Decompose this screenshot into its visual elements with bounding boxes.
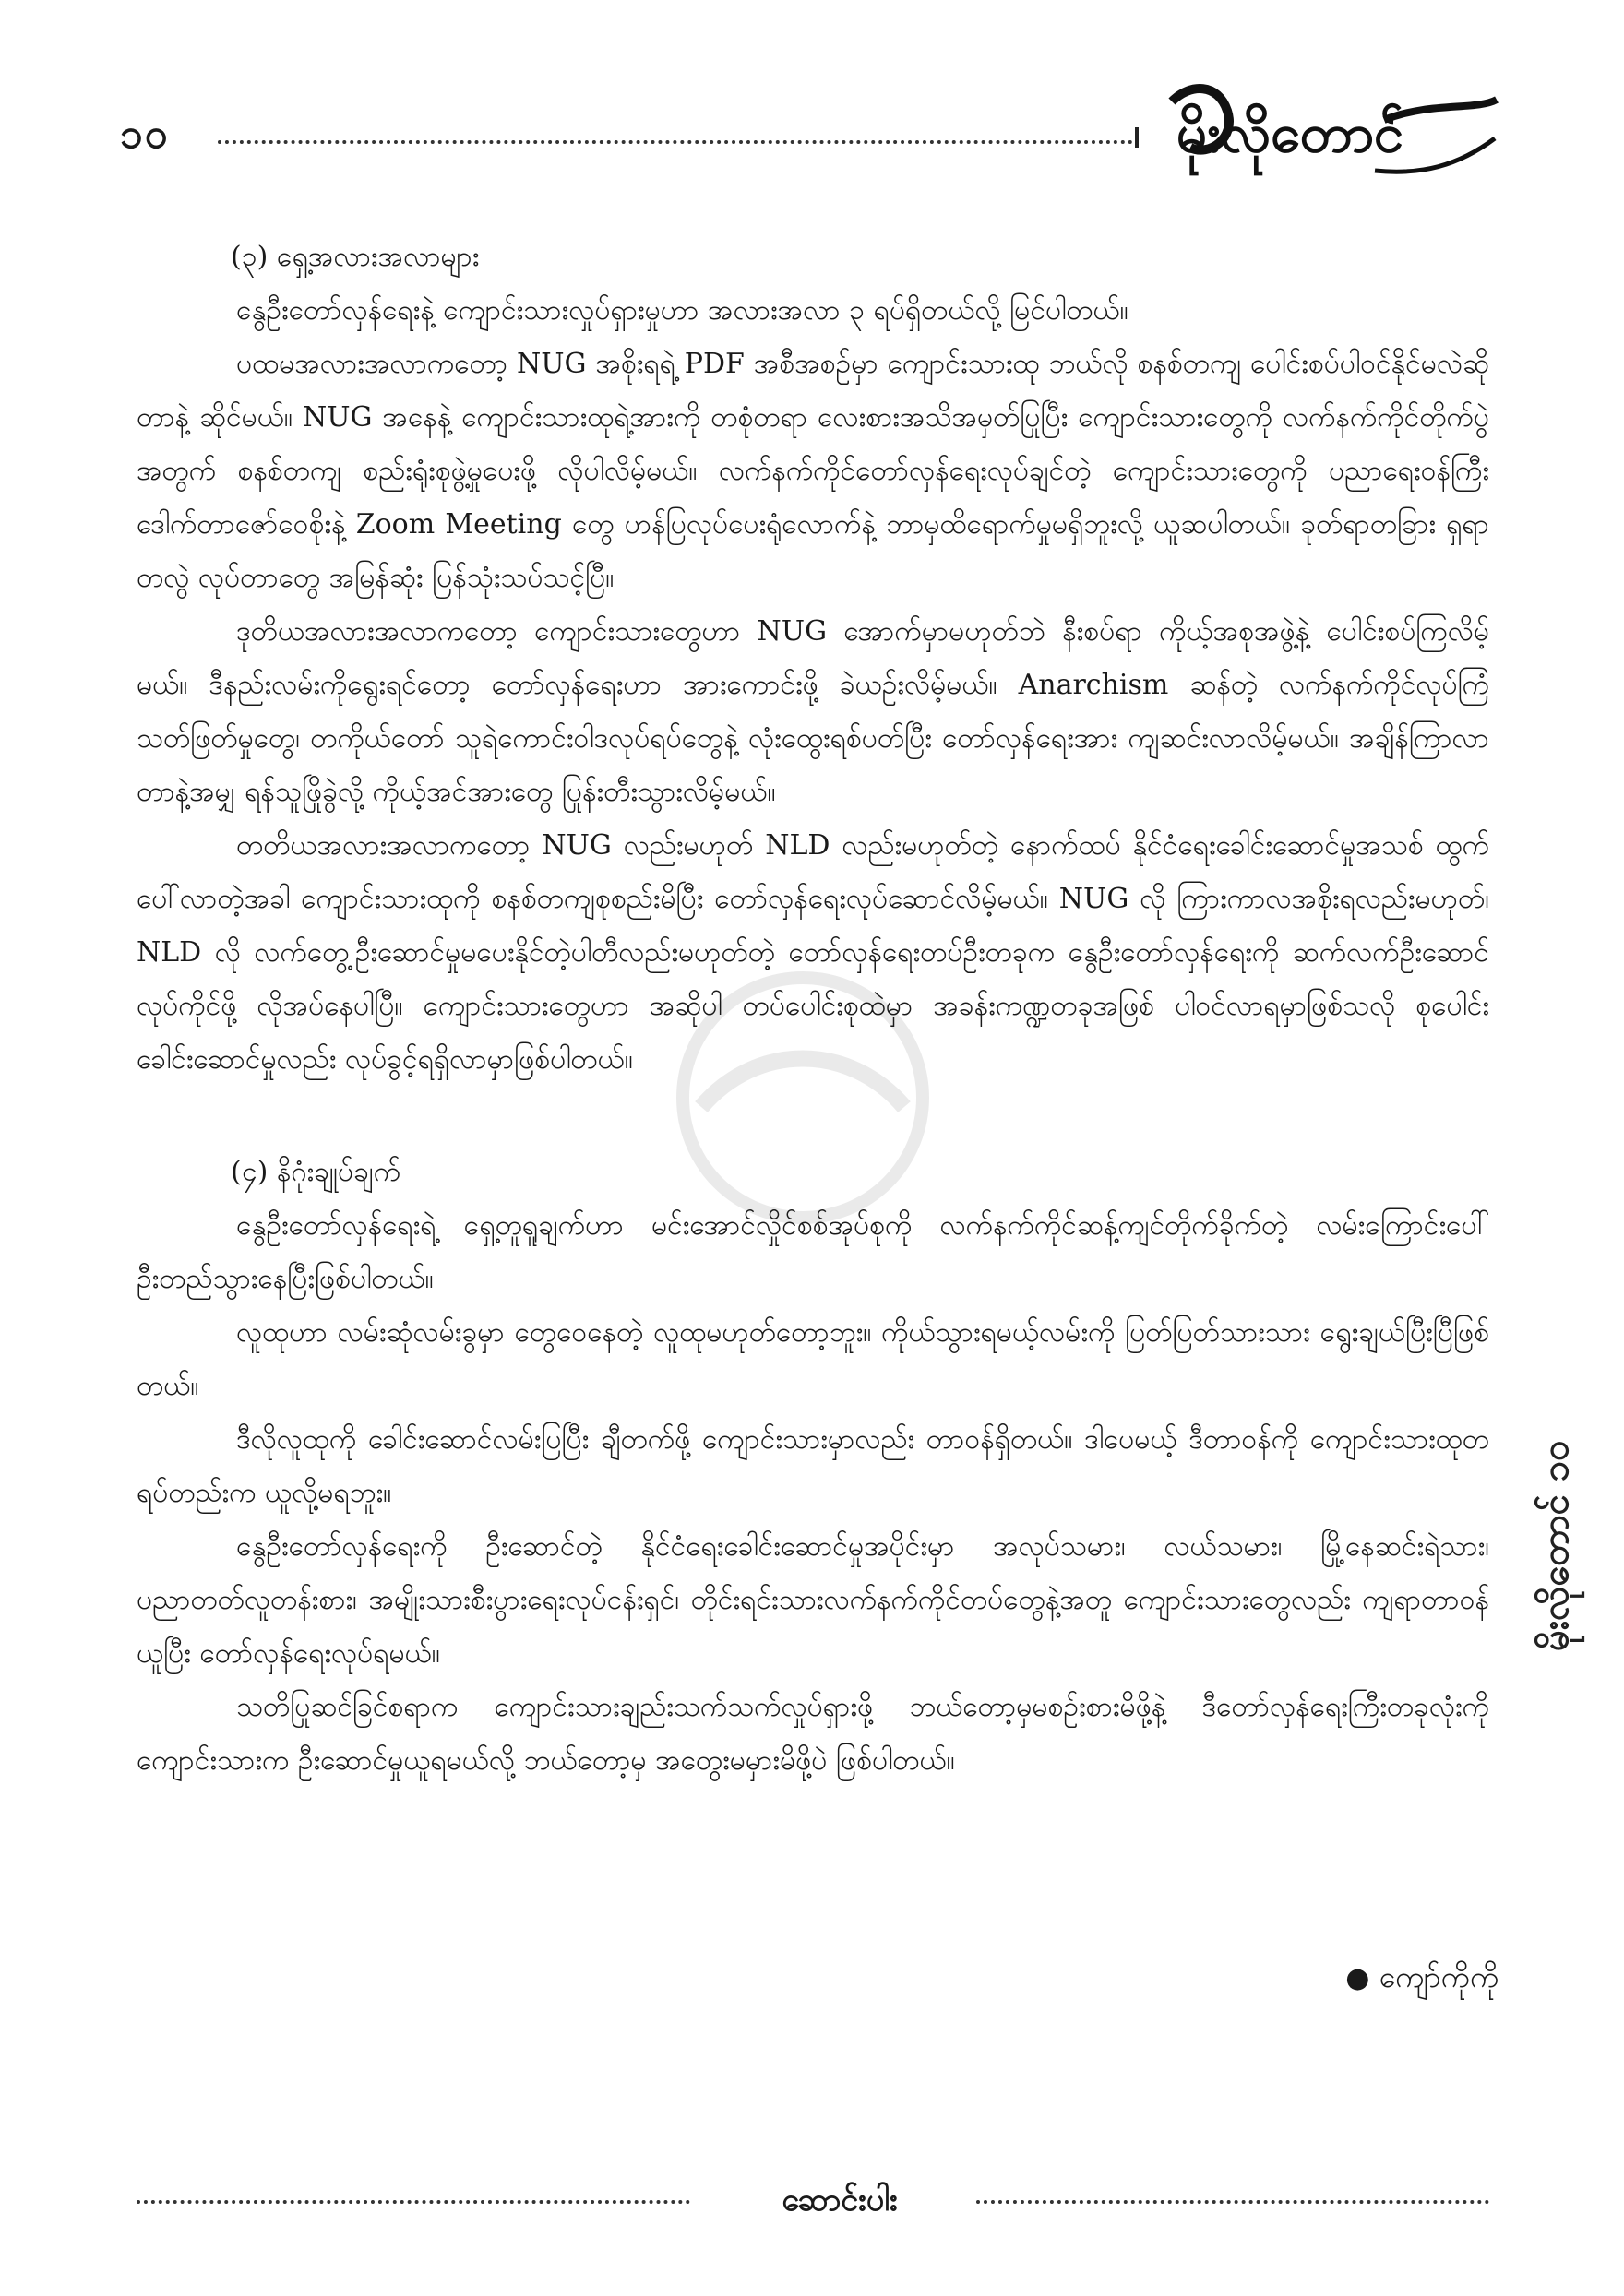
paragraph: ဒီလိုလူထုကို ခေါင်းဆောင်လမ်းပြပြီး ချီတက်ဖို့ ကျောင်းသားမှာလည်း တာဝန်ရှိတယ်။ ဒါပေမယ့် ဒီတာဝန်ကို ကျောင်းသားထုတရပ်တည်းက ယူလို့မရဘူး။ <box>137 1423 1489 1509</box>
side-tab-label: မိုးလိုတောင် ၁၀ <box>1534 1440 1577 1651</box>
footer-dotted-rule-left <box>137 2200 690 2204</box>
author-byline <box>1345 1957 1499 2002</box>
paragraph: ပထမအလားအလာကတော့ NUG အစိုးရရဲ့ PDF အစီအစဉ်မှာ ကျောင်းသားထု ဘယ်လို စနစ်တကျ ပေါင်းစပ်ပါဝင်နိုင်မလဲဆိုတာနဲ့ ဆိုင်မယ်။ NUG အနေနဲ့ ကျောင်းသားထုရဲ့အားကို တစုံတရာ လေးစားအသိအမှတ်ပြုပြီး ကျောင်းသားတွေကို လက်နက်ကိုင်တိုက်ပွဲအတွက် စနစ်တကျ စည်းရုံးစုဖွဲ့မှုပေးဖို့ လိုပါလိမ့်မယ်။ လက်နက်ကိုင်တော်လှန်ရေးလုပ်ချင်တဲ့ ကျောင်းသားတွေကို ပညာရေးဝန်ကြီး ဒေါက်တာဇော်ဝေစိုးနဲ့ Zoom Meeting တွေ ဟန်ပြလုပ်ပေးရုံလောက်နဲ့ ဘာမှထိရောက်မှုမရှိဘူးလို့ ယူဆပါတယ်။ ခုတ်ရာတခြား ရှရာတလွဲ လုပ်တာတွေ အမြန်ဆုံး ပြန်သုံးသပ်သင့်ပြီ။ <box>137 348 1489 594</box>
footer-dotted-rule-right <box>976 2200 1489 2204</box>
paragraph: ဒုတိယအလားအလာကတော့ ကျောင်းသားတွေဟာ NUG အောက်မှာမဟုတ်ဘဲ နီးစပ်ရာ ကိုယ့်အစုအဖွဲ့နဲ့ ပေါင်းစပ်ကြလိမ့်မယ်။ ဒီနည်းလမ်းကိုရွေးရင်တော့ တော်လှန်ရေးဟာ အားကောင်းဖို့ ခဲယဉ်းလိမ့်မယ်။ Anarchism ဆန်တဲ့ လက်နက်ကိုင်လုပ်ကြံသတ်ဖြတ်မှုတွေ၊ တကိုယ်တော် သူရဲကောင်းဝါဒလုပ်ရပ်တွေနဲ့ လုံးထွေးရစ်ပတ်ပြီး တော်လှန်ရေးအား ကျဆင်းလာလိမ့်မယ်။ အချိန်ကြာလာတာနဲ့အမျှ ရန်သူဖြိုခွဲလို့ ကိုယ့်အင်အားတွေ ပြုန်းတီးသွားလိမ့်မယ်။ <box>137 615 1489 808</box>
section-heading: (၃) ရှေ့အလားအလာများ <box>231 241 480 273</box>
paragraph: သတိပြုဆင်ခြင်စရာက ကျောင်းသားချည်းသက်သက်လှုပ်ရှားဖို့ ဘယ်တော့မှမစဉ်းစားမိဖို့နဲ့ ဒီတော်လှန်ရေးကြီးတခုလုံးကို ကျောင်းသားက ဦးဆောင်မှုယူရမယ်လို့ ဘယ်တော့မှ အတွေးမမှားမိဖို့ပဲ ဖြစ်ပါတယ်။ <box>137 1691 1489 1777</box>
header-rule-end <box>1135 127 1139 148</box>
magazine-title: မိုးလိုတောင် <box>1176 101 1404 164</box>
page-number: ၁၀ <box>120 111 170 158</box>
paragraph: လူထုဟာ လမ်းဆုံလမ်းခွမှာ တွေဝေနေတဲ့ လူထုမဟုတ်တော့ဘူး။ ကိုယ်သွားရမယ့်လမ်းကို ပြတ်ပြတ်သားသား ရွေးချယ်ပြီးပြီဖြစ်တယ်။ <box>137 1316 1489 1402</box>
section-spacer <box>137 1087 1489 1146</box>
article-body <box>137 231 1489 1788</box>
paragraph: နွေဦးတော်လှန်ရေးကို ဦးဆောင်တဲ့ နိုင်ငံရေးခေါင်းဆောင်မှုအပိုင်းမှာ အလုပ်သမား၊ လယ်သမား၊ မြို့နေဆင်းရဲသား၊ ပညာတတ်လူတန်းစား၊ အမျိုးသားစီးပွားရေးလုပ်ငန်းရှင်၊ တိုင်းရင်းသားလက်နက်ကိုင်တပ်တွေနဲ့အတူ ကျောင်းသားတွေလည်း ကျရာတာဝန်ယူပြီး တော်လှန်ရေးလုပ်ရမယ်။ <box>137 1530 1489 1670</box>
section-heading: (၄) နိဂုံးချုပ်ချက် <box>231 1156 401 1188</box>
bullet-icon: ● <box>1345 1962 1370 1994</box>
author-name: ကျော်ကိုကို <box>1379 1959 1499 1994</box>
paragraph: နွေဦးတော်လှန်ရေးရဲ့ ရှေ့တူရူချက်ဟာ မင်းအောင်လှိုင်စစ်အုပ်စုကို လက်နက်ကိုင်ဆန့်ကျင်တိုက်ခိုက်တဲ့ လမ်းကြောင်းပေါ် ဦးတည်သွားနေပြီးဖြစ်ပါတယ်။ <box>137 1209 1489 1295</box>
paragraph: နွေဦးတော်လှန်ရေးနဲ့ ကျောင်းသားလှုပ်ရှားမှုဟာ အလားအလာ ၃ ရပ်ရှိတယ်လို့ မြင်ပါတယ်။ <box>236 294 1128 327</box>
header-dotted-rule <box>218 140 1133 144</box>
section-label: ဆောင်းပါး <box>782 2182 898 2219</box>
paragraph: တတိယအလားအလာကတော့ NUG လည်းမဟုတ် NLD လည်းမဟုတ်တဲ့ နောက်ထပ် နိုင်ငံရေးခေါင်းဆောင်မှုအသစ် ထွက်ပေါ်လာတဲ့အခါ ကျောင်းသားထုကို စနစ်တကျစုစည်းမိပြီး တော်လှန်ရေးလုပ်ဆောင်လိမ့်မယ်။ NUG လို ကြားကာလအစိုးရလည်းမဟုတ်၊ NLD လို လက်တွေ့ဦးဆောင်မှုမပေးနိုင်တဲ့ပါတီလည်းမဟုတ်တဲ့ တော်လှန်ရေးတပ်ဦးတခုက နွေဦးတော်လှန်ရေးကို ဆက်လက်ဦးဆောင်လုပ်ကိုင်ဖို့ လိုအပ်နေပါပြီ။ ကျောင်းသားတွေဟာ အဆိုပါ တပ်ပေါင်းစုထဲမှာ အခန်းကဏ္ဍတခုအဖြစ် ပါဝင်လာရမှာဖြစ်သလို စုပေါင်းခေါင်းဆောင်မှုလည်း လုပ်ခွင့်ရရှိလာမှာဖြစ်ပါတယ်။ <box>137 829 1489 1076</box>
